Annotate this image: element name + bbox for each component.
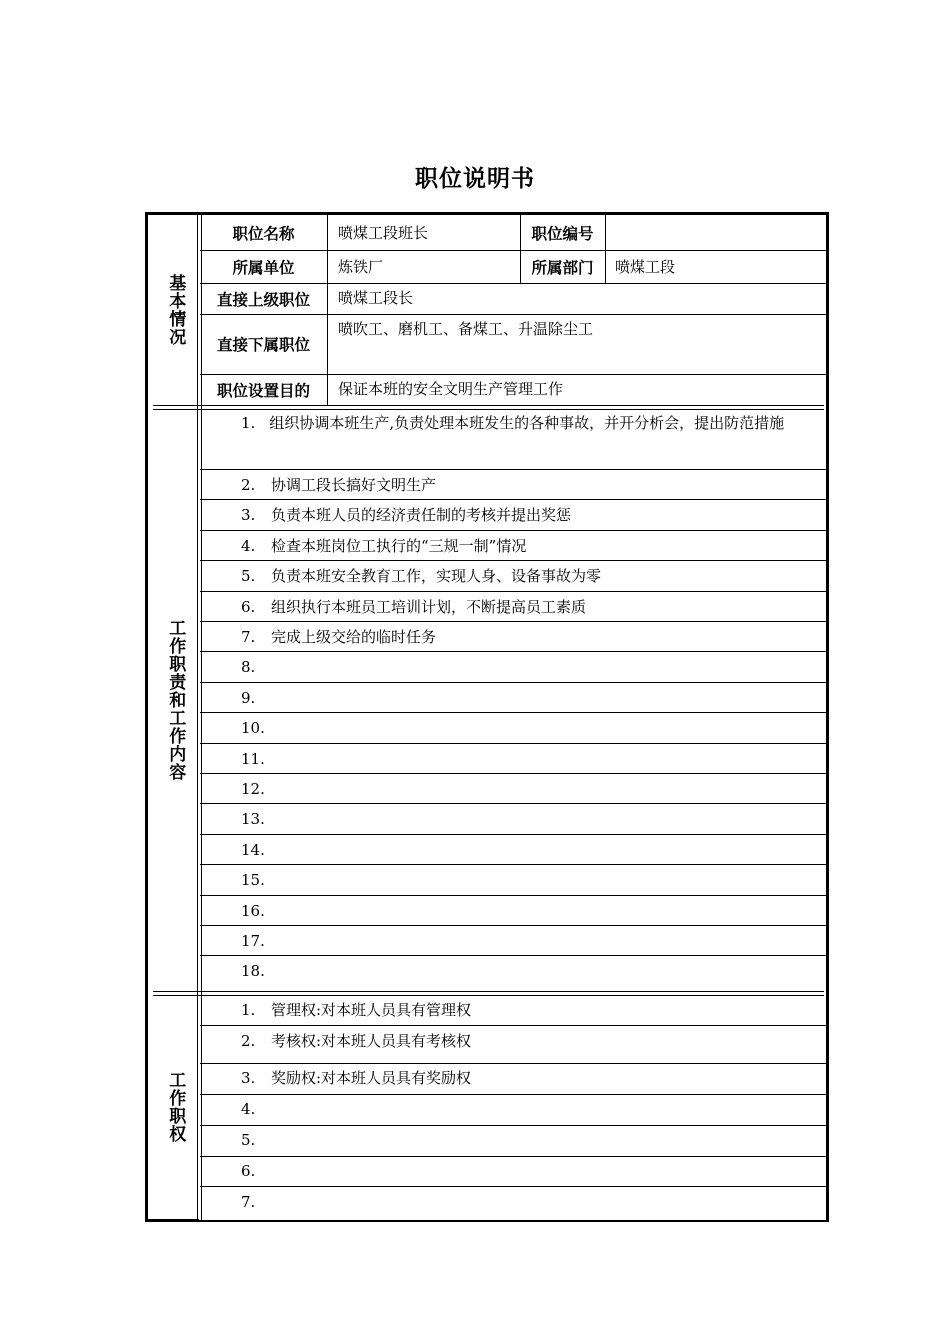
duty-text: 完成上级交给的临时任务 xyxy=(271,628,437,646)
row-line xyxy=(200,1156,826,1157)
authority-number: 2. xyxy=(241,1032,256,1050)
authority-text: 奖励权:对本班人员具有奖励权 xyxy=(271,1069,472,1087)
duty-number: 14. xyxy=(241,841,265,859)
subordinate-label: 直接下属职位 xyxy=(216,336,310,354)
duty-number: 17. xyxy=(241,932,265,950)
unit-value: 炼铁厂 xyxy=(338,258,384,276)
duty-number: 16. xyxy=(241,902,265,920)
duty-item xyxy=(145,561,829,591)
dept-value: 喷煤工段 xyxy=(615,258,676,276)
duty-number: 12. xyxy=(241,780,265,798)
position-code-label: 职位编号 xyxy=(531,224,594,243)
authority-number: 1. xyxy=(241,1001,256,1019)
duty-number: 11. xyxy=(241,750,265,768)
duty-item xyxy=(145,470,829,500)
authority-number: 4. xyxy=(241,1100,256,1118)
duty-number: 1. xyxy=(241,414,256,432)
duty-text: 检查本班岗位工执行的“三规一制”情况 xyxy=(271,537,527,555)
duty-number: 18. xyxy=(241,962,265,980)
authority-item xyxy=(145,1026,829,1056)
duty-item xyxy=(145,896,829,926)
duty-item xyxy=(145,531,829,561)
row-line xyxy=(200,1186,826,1187)
duty-item xyxy=(145,622,829,652)
section-basic-text: 基本情况 xyxy=(165,274,186,346)
duty-item xyxy=(145,500,829,530)
duty-number: 8. xyxy=(241,658,256,676)
superior-label: 直接上级职位 xyxy=(216,290,310,309)
row-line xyxy=(200,1063,826,1064)
authority-text: 管理权:对本班人员具有管理权 xyxy=(271,1001,472,1019)
duty-text: 协调工段长搞好文明生产 xyxy=(271,476,437,494)
duty-text: 负责本班安全教育工作，实现人身、设备事故为零 xyxy=(271,567,602,585)
section-basic-label xyxy=(153,215,197,405)
row-line xyxy=(200,1094,826,1095)
section-authority-text: 工作职权 xyxy=(165,1071,186,1143)
purpose-value: 保证本班的安全文明生产管理工作 xyxy=(338,380,564,398)
duty-item xyxy=(145,592,829,622)
duty-number: 6. xyxy=(241,598,256,616)
row-line xyxy=(200,1125,826,1126)
duty-item xyxy=(145,683,829,713)
col-line xyxy=(605,215,606,283)
authority-item xyxy=(145,1094,829,1124)
duty-number: 2. xyxy=(241,476,256,494)
duty-item xyxy=(145,804,829,834)
authority-item xyxy=(145,1187,829,1217)
duty-text: 组织执行本班员工培训计划，不断提高员工素质 xyxy=(271,598,587,616)
duty-item xyxy=(145,926,829,956)
duty-text: 组织协调本班生产,负责处理本班发生的各种事故，并开分析会，提出防范措施 xyxy=(269,414,785,432)
duty-text: 负责本班人员的经济责任制的考核并提出奖惩 xyxy=(271,506,572,524)
authority-item xyxy=(145,1125,829,1155)
duty-number: 7. xyxy=(241,628,256,646)
superior-value: 喷煤工段长 xyxy=(338,289,414,307)
authority-number: 7. xyxy=(241,1193,256,1211)
duty-number: 13. xyxy=(241,810,265,828)
dept-label: 所属部门 xyxy=(531,258,594,277)
duty-number: 4. xyxy=(241,537,256,555)
duty-item xyxy=(207,408,819,438)
authority-number: 6. xyxy=(241,1162,256,1180)
unit-label: 所属单位 xyxy=(232,258,295,277)
duty-item xyxy=(145,865,829,895)
col-line xyxy=(327,215,328,405)
position-name-value: 喷煤工段班长 xyxy=(338,224,429,242)
authority-item xyxy=(145,1156,829,1186)
duty-item xyxy=(145,774,829,804)
authority-item xyxy=(145,1063,829,1093)
duty-item xyxy=(145,713,829,743)
subordinate-value: 喷吹工、磨机工、备煤工、升温除尘工 xyxy=(338,320,594,338)
duty-number: 10. xyxy=(241,719,265,737)
duty-item xyxy=(145,956,829,986)
authority-number: 3. xyxy=(241,1069,256,1087)
duty-number: 3. xyxy=(241,506,256,524)
duty-number: 15. xyxy=(241,871,265,889)
authority-item xyxy=(145,995,829,1025)
frame-bottom xyxy=(199,1220,829,1222)
duty-item xyxy=(145,652,829,682)
authority-text: 考核权:对本班人员具有考核权 xyxy=(271,1032,472,1050)
duty-item xyxy=(145,744,829,774)
page-title: 职位说明书 xyxy=(415,166,535,192)
duty-number: 5. xyxy=(241,567,256,585)
position-name-label: 职位名称 xyxy=(232,224,295,243)
section-duties-text: 工作职责和工作内容 xyxy=(165,618,186,781)
duty-number: 9. xyxy=(241,689,256,707)
authority-number: 5. xyxy=(241,1131,256,1149)
purpose-label: 职位设置目的 xyxy=(216,381,310,400)
job-description-table xyxy=(145,212,829,1222)
row-line xyxy=(200,1025,826,1026)
duty-item xyxy=(145,835,829,865)
